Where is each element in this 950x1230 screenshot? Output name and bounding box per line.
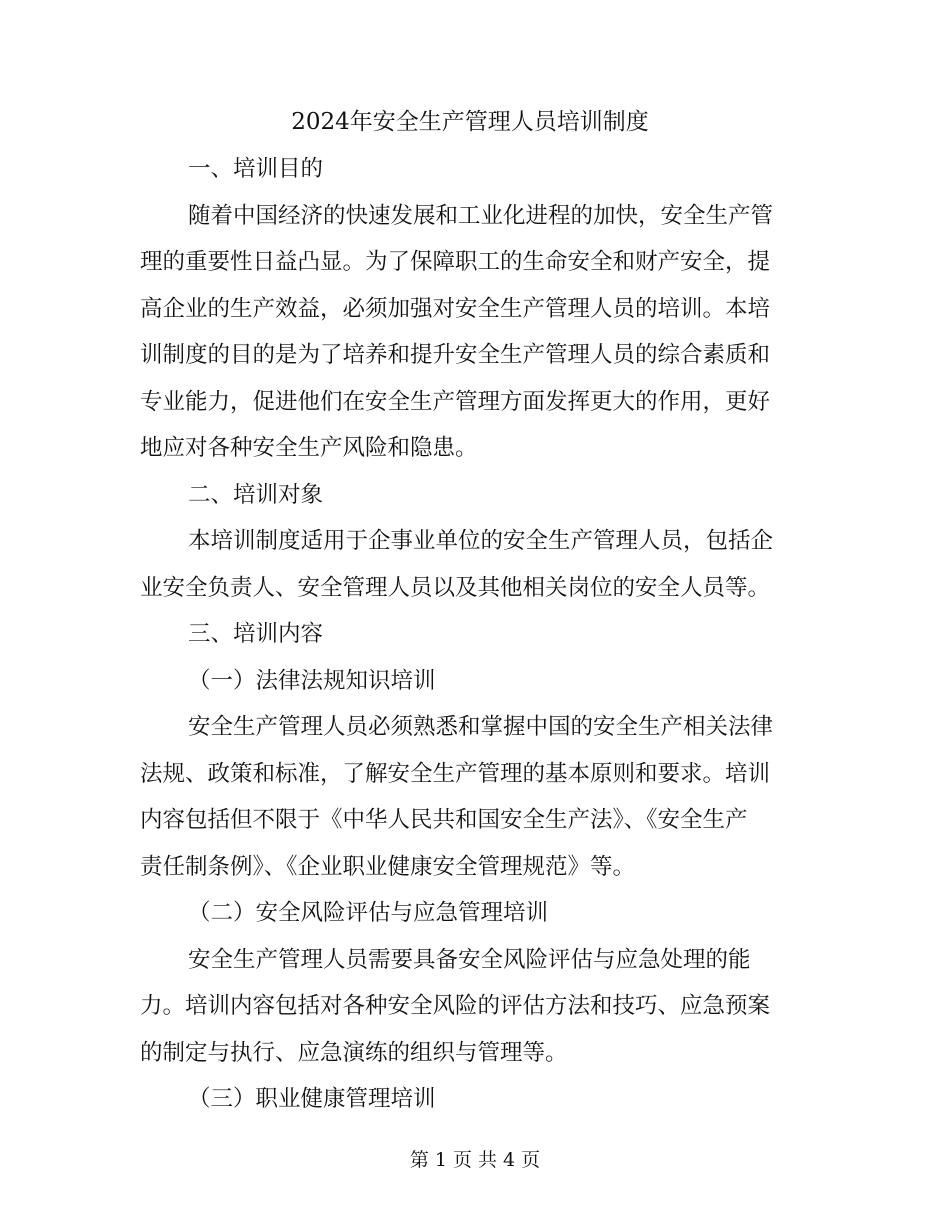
section-heading-purpose: 一、培训目的 <box>188 156 324 182</box>
section-heading-audience: 二、培训对象 <box>188 481 324 508</box>
paragraph-line: 力。培训内容包括对各种安全风险的评估方法和技巧、应急预案 <box>140 993 771 1019</box>
paragraph-line: 地应对各种安全生产风险和隐患。 <box>140 435 478 461</box>
paragraph-line: 安全生产管理人员必须熟悉和掌握中国的安全生产相关法律 <box>188 714 774 740</box>
page-number-footer: 第 1 页 共 4 页 <box>409 1149 541 1171</box>
document-body <box>140 98 800 1123</box>
paragraph-line: 理的重要性日益凸显。为了保障职工的生命安全和财产安全，提 <box>140 249 771 275</box>
document-title: 2024年安全生产管理人员培训制度 <box>291 109 649 135</box>
paragraph-line: 高企业的生产效益，必须加强对安全生产管理人员的培训。本培 <box>140 295 771 322</box>
paragraph-line: 责任制条例》、《企业职业健康安全管理规范》等。 <box>140 853 636 880</box>
paragraph-line: 安全生产管理人员需要具备安全风险评估与应急处理的能 <box>188 946 751 973</box>
subsection-heading-risk: （二）安全风险评估与应急管理培训 <box>188 900 549 926</box>
paragraph-line: 法规、政策和标准，了解安全生产管理的基本原则和要求。培训 <box>140 760 771 787</box>
paragraph-line: 训制度的目的是为了培养和提升安全生产管理人员的综合素质和 <box>140 342 771 368</box>
paragraph-line: 内容包括但不限于《中华人民共和国安全生产法》、《安全生产 <box>140 807 748 833</box>
subsection-heading-law: （一）法律法规知识培训 <box>188 667 436 694</box>
paragraph-line: 本培训制度适用于企事业单位的安全生产管理人员，包括企 <box>188 528 774 554</box>
paragraph-line: 专业能力，促进他们在安全生产管理方面发挥更大的作用，更好 <box>140 388 771 415</box>
subsection-heading-health: （三）职业健康管理培训 <box>188 1086 436 1112</box>
section-heading-content: 三、培训内容 <box>188 621 324 647</box>
paragraph-line: 随着中国经济的快速发展和工业化进程的加快，安全生产管 <box>188 202 774 229</box>
paragraph-line: 的制定与执行、应急演练的组织与管理等。 <box>140 1039 568 1066</box>
paragraph-line: 业安全负责人、安全管理人员以及其他相关岗位的安全人员等。 <box>140 574 771 601</box>
